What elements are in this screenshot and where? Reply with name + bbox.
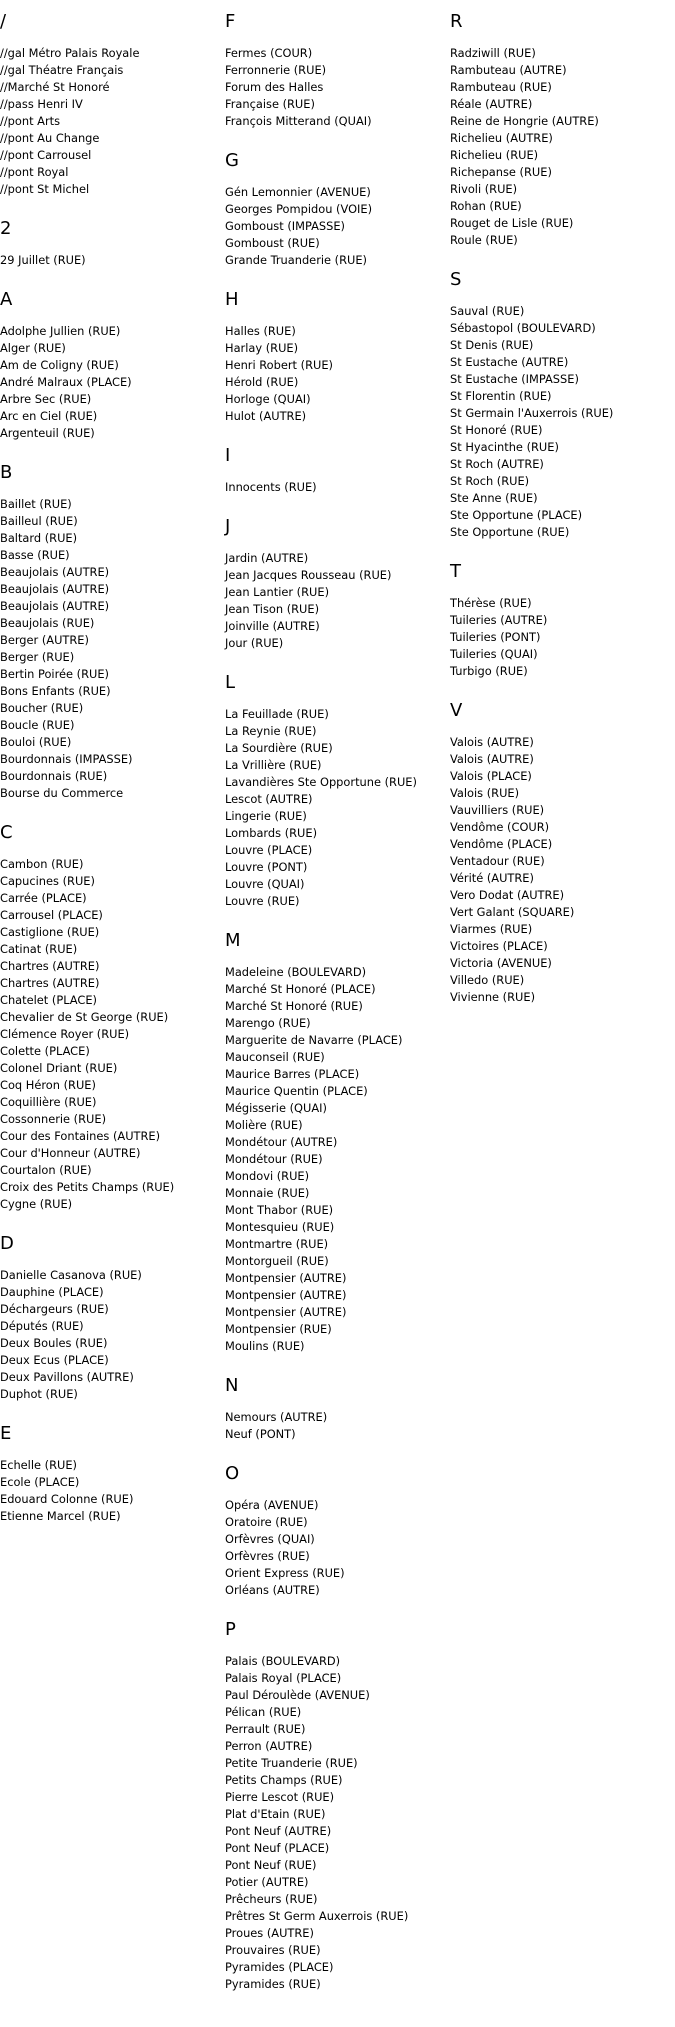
street-link[interactable]: Halles (RUE): [225, 324, 296, 338]
street-link[interactable]: Montmartre (RUE): [225, 1237, 329, 1251]
street-link[interactable]: Croix des Petits Champs (RUE): [0, 1180, 175, 1194]
street-link[interactable]: Carrée (PLACE): [0, 891, 87, 905]
street-link[interactable]: Valois (PLACE): [450, 769, 532, 783]
street-list: [225, 706, 450, 910]
street-link[interactable]: Rouget de Lisle (RUE): [450, 216, 574, 230]
street-link[interactable]: Prêcheurs (RUE): [225, 1892, 318, 1906]
street-link[interactable]: Valois (AUTRE): [450, 735, 534, 749]
street-link[interactable]: Arc en Ciel (RUE): [0, 409, 98, 423]
street-link[interactable]: Neuf (PONT): [225, 1427, 296, 1441]
street-link[interactable]: Déchargeurs (RUE): [0, 1302, 109, 1316]
street-link[interactable]: Jean Lantier (RUE): [225, 585, 330, 599]
letter-section: [225, 516, 450, 652]
street-link[interactable]: Berger (RUE): [0, 650, 75, 664]
street-link[interactable]: Jean Jacques Rousseau (RUE): [225, 568, 392, 582]
section-letter-heading: D: [0, 1233, 14, 1254]
street-link[interactable]: Lescot (AUTRE): [225, 792, 313, 806]
street-link[interactable]: Vérité (AUTRE): [450, 871, 534, 885]
street-link[interactable]: Tuileries (AUTRE): [450, 613, 548, 627]
letter-section: [225, 445, 450, 496]
section-letter-heading: A: [0, 289, 13, 310]
letter-section: [0, 289, 225, 442]
street-link[interactable]: Arbre Sec (RUE): [0, 392, 92, 406]
section-letter-heading: M: [225, 930, 241, 951]
street-link[interactable]: François Mitterand (QUAI): [225, 114, 372, 128]
street-list: [450, 45, 675, 249]
street-link[interactable]: Jardin (AUTRE): [225, 551, 309, 565]
street-link[interactable]: Petits Champs (RUE): [225, 1773, 343, 1787]
street-link[interactable]: Oratoire (RUE): [225, 1515, 308, 1529]
street-link[interactable]: Boucle (RUE): [0, 718, 75, 732]
street-link[interactable]: Richelieu (AUTRE): [450, 131, 553, 145]
street-link[interactable]: Jean Tison (RUE): [225, 602, 320, 616]
street-link[interactable]: Bouloi (RUE): [0, 735, 72, 749]
section-letter-heading: L: [225, 672, 236, 693]
street-list: [225, 964, 450, 1355]
street-link[interactable]: La Feuillade (RUE): [225, 707, 329, 721]
street-link[interactable]: Ventadour (RUE): [450, 854, 545, 868]
street-link[interactable]: Valois (AUTRE): [450, 752, 534, 766]
street-link[interactable]: Pyramides (PLACE): [225, 1960, 334, 1974]
street-list: [0, 1267, 225, 1403]
street-link[interactable]: Ste Opportune (RUE): [450, 525, 570, 539]
letter-section: [225, 1375, 450, 1443]
street-link[interactable]: Harlay (RUE): [225, 341, 299, 355]
street-link[interactable]: La Reynie (RUE): [225, 724, 317, 738]
street-link[interactable]: St Eustache (IMPASSE): [450, 372, 579, 386]
street-link[interactable]: Sébastopol (BOULEVARD): [450, 321, 596, 335]
street-link[interactable]: Montpensier (AUTRE): [225, 1271, 347, 1285]
street-link[interactable]: Potier (AUTRE): [225, 1875, 309, 1889]
street-link[interactable]: Bailleul (RUE): [0, 514, 78, 528]
street-link[interactable]: Jour (RUE): [225, 636, 284, 650]
street-link[interactable]: Alger (RUE): [0, 341, 66, 355]
street-link[interactable]: Viarmes (RUE): [450, 922, 533, 936]
section-letter-heading: J: [225, 516, 231, 537]
street-link[interactable]: St Florentin (RUE): [450, 389, 552, 403]
street-link[interactable]: Adolphe Jullien (RUE): [0, 324, 121, 338]
letter-section: [0, 1423, 225, 1525]
street-link[interactable]: Louvre (PONT): [225, 860, 308, 874]
letter-section: [225, 1463, 450, 1599]
street-link[interactable]: Colonel Driant (RUE): [0, 1061, 118, 1075]
street-link[interactable]: //gal Métro Palais Royale: [0, 46, 140, 60]
letter-section: [450, 269, 675, 541]
street-link[interactable]: Montorgueil (RUE): [225, 1254, 329, 1268]
street-link[interactable]: Chatelet (PLACE): [0, 993, 97, 1007]
street-link[interactable]: Pont Neuf (RUE): [225, 1858, 317, 1872]
street-link[interactable]: Prêtres St Germ Auxerrois (RUE): [225, 1909, 409, 1923]
street-list: [225, 479, 450, 496]
street-link[interactable]: Bourse du Commerce: [0, 786, 124, 800]
street-link[interactable]: Gomboust (IMPASSE): [225, 219, 345, 233]
street-link[interactable]: Maurice Barres (PLACE): [225, 1067, 360, 1081]
index-column: [0, 0, 225, 1545]
street-link[interactable]: Roule (RUE): [450, 233, 518, 247]
street-link[interactable]: Mont Thabor (RUE): [225, 1203, 334, 1217]
street-link[interactable]: Chevalier de St George (RUE): [0, 1010, 169, 1024]
street-link[interactable]: Bertin Poirée (RUE): [0, 667, 109, 681]
street-link[interactable]: Beaujolais (RUE): [0, 616, 95, 630]
street-link[interactable]: Gomboust (RUE): [225, 236, 320, 250]
letter-section: [450, 561, 675, 680]
street-link[interactable]: St Roch (RUE): [450, 474, 530, 488]
street-list: [225, 1409, 450, 1443]
street-link[interactable]: Hérold (RUE): [225, 375, 299, 389]
street-link[interactable]: //pont St Michel: [0, 182, 90, 196]
street-link[interactable]: Rohan (RUE): [450, 199, 522, 213]
street-link[interactable]: Orfèvres (QUAI): [225, 1532, 315, 1546]
section-letter-heading: F: [225, 11, 236, 32]
street-link[interactable]: Opéra (AVENUE): [225, 1498, 319, 1512]
street-link[interactable]: Louvre (RUE): [225, 894, 300, 908]
street-link[interactable]: Argenteuil (RUE): [0, 426, 95, 440]
street-list: [225, 323, 450, 425]
street-link[interactable]: Catinat (RUE): [0, 942, 78, 956]
street-link[interactable]: Mondovi (RUE): [225, 1169, 310, 1183]
street-link[interactable]: Valois (RUE): [450, 786, 520, 800]
street-link[interactable]: Cygne (RUE): [0, 1197, 73, 1211]
street-link[interactable]: Clémence Royer (RUE): [0, 1027, 130, 1041]
street-link[interactable]: Beaujolais (AUTRE): [0, 565, 110, 579]
street-link[interactable]: Innocents (RUE): [225, 480, 317, 494]
street-link[interactable]: Berger (AUTRE): [0, 633, 89, 647]
section-letter-heading: I: [225, 445, 231, 466]
street-link[interactable]: Carrousel (PLACE): [0, 908, 103, 922]
street-link[interactable]: Vivienne (RUE): [450, 990, 536, 1004]
street-list: [0, 856, 225, 1213]
street-link[interactable]: Paul Déroulède (AVENUE): [225, 1688, 370, 1702]
street-link[interactable]: Petite Truanderie (RUE): [225, 1756, 358, 1770]
street-list: [0, 323, 225, 442]
street-link[interactable]: Pont Neuf (AUTRE): [225, 1824, 332, 1838]
street-link[interactable]: Française (RUE): [225, 97, 315, 111]
street-link[interactable]: Echelle (RUE): [0, 1458, 77, 1472]
street-link[interactable]: Bourdonnais (IMPASSE): [0, 752, 133, 766]
street-link[interactable]: Maurice Quentin (PLACE): [225, 1084, 368, 1098]
street-list: [0, 1457, 225, 1525]
section-letter-heading: E: [0, 1423, 12, 1444]
street-link[interactable]: Prouvaires (RUE): [225, 1943, 321, 1957]
street-link[interactable]: Georges Pompidou (VOIE): [225, 202, 373, 216]
street-link[interactable]: Basse (RUE): [0, 548, 70, 562]
street-link[interactable]: Vendôme (COUR): [450, 820, 550, 834]
section-letter-heading: T: [450, 561, 461, 582]
street-link[interactable]: Duphot (RUE): [0, 1387, 78, 1401]
street-link[interactable]: Thérèse (RUE): [450, 596, 532, 610]
street-link[interactable]: Mégisserie (QUAI): [225, 1101, 327, 1115]
street-link[interactable]: Fermes (COUR): [225, 46, 313, 60]
street-link[interactable]: Pont Neuf (PLACE): [225, 1841, 330, 1855]
street-link[interactable]: Pélican (RUE): [225, 1705, 302, 1719]
street-link[interactable]: Baltard (RUE): [0, 531, 78, 545]
letter-section: [225, 11, 450, 130]
street-link[interactable]: Radziwill (RUE): [450, 46, 536, 60]
letter-section: [225, 289, 450, 425]
street-link[interactable]: Moulins (RUE): [225, 1339, 305, 1353]
street-link[interactable]: Montpensier (AUTRE): [225, 1288, 347, 1302]
street-link[interactable]: //gal Théatre Français: [0, 63, 124, 77]
section-letter-heading: G: [225, 150, 239, 171]
street-link[interactable]: Gén Lemonnier (AVENUE): [225, 185, 371, 199]
street-link[interactable]: Cour d'Honneur (AUTRE): [0, 1146, 141, 1160]
street-link[interactable]: //pont Royal: [0, 165, 69, 179]
section-letter-heading: S: [450, 269, 462, 290]
street-link[interactable]: Boucher (RUE): [0, 701, 84, 715]
street-link[interactable]: Capucines (RUE): [0, 874, 95, 888]
street-link[interactable]: Vauvilliers (RUE): [450, 803, 545, 817]
street-link[interactable]: Rambuteau (AUTRE): [450, 63, 567, 77]
street-link[interactable]: Baillet (RUE): [0, 497, 72, 511]
street-link[interactable]: Deux Pavillons (AUTRE): [0, 1370, 134, 1384]
street-link[interactable]: Molière (RUE): [225, 1118, 303, 1132]
street-list: [225, 1653, 450, 1993]
street-link[interactable]: Louvre (QUAI): [225, 877, 305, 891]
section-letter-heading: O: [225, 1463, 240, 1484]
letter-section: [0, 1233, 225, 1403]
street-link[interactable]: La Sourdière (RUE): [225, 741, 333, 755]
street-link[interactable]: Pyramides (RUE): [225, 1977, 321, 1991]
street-link[interactable]: Deux Ecus (PLACE): [0, 1353, 109, 1367]
street-link[interactable]: Hulot (AUTRE): [225, 409, 307, 423]
street-link[interactable]: St Hyacinthe (RUE): [450, 440, 559, 454]
street-link[interactable]: St Germain l'Auxerrois (RUE): [450, 406, 614, 420]
street-link[interactable]: Tuileries (QUAI): [450, 647, 538, 661]
street-link[interactable]: //pont Arts: [0, 114, 61, 128]
letter-section: [0, 462, 225, 802]
street-link[interactable]: Forum des Halles: [225, 80, 324, 94]
section-letter-heading: 2: [0, 218, 12, 239]
street-link[interactable]: Montpensier (RUE): [225, 1322, 332, 1336]
street-link[interactable]: Etienne Marcel (RUE): [0, 1509, 121, 1523]
street-list: [0, 496, 225, 802]
street-list: [450, 303, 675, 541]
street-link[interactable]: Lombards (RUE): [225, 826, 318, 840]
street-link[interactable]: Ecole (PLACE): [0, 1475, 80, 1489]
street-link[interactable]: Rambuteau (RUE): [450, 80, 552, 94]
street-link[interactable]: Lavandières Ste Opportune (RUE): [225, 775, 417, 789]
street-link[interactable]: Ferronnerie (RUE): [225, 63, 327, 77]
street-link[interactable]: Vert Galant (SQUARE): [450, 905, 575, 919]
street-link[interactable]: Deux Boules (RUE): [0, 1336, 108, 1350]
street-link[interactable]: Cambon (RUE): [0, 857, 84, 871]
section-letter-heading: B: [0, 462, 13, 483]
street-link[interactable]: Perron (AUTRE): [225, 1739, 313, 1753]
street-link[interactable]: Marengo (RUE): [225, 1016, 311, 1030]
section-letter-heading: V: [450, 700, 463, 721]
street-link[interactable]: 29 Juillet (RUE): [0, 253, 86, 267]
street-link[interactable]: Turbigo (RUE): [450, 664, 528, 678]
street-link[interactable]: //pass Henri IV: [0, 97, 83, 111]
index-column: [225, 0, 450, 2013]
street-link[interactable]: Nemours (AUTRE): [225, 1410, 328, 1424]
section-letter-heading: /: [0, 11, 7, 32]
section-letter-heading: N: [225, 1375, 239, 1396]
street-list: [225, 184, 450, 269]
street-link[interactable]: Vero Dodat (AUTRE): [450, 888, 565, 902]
street-link[interactable]: Colette (PLACE): [0, 1044, 90, 1058]
street-link[interactable]: Pierre Lescot (RUE): [225, 1790, 335, 1804]
street-link[interactable]: Mondétour (AUTRE): [225, 1135, 338, 1149]
street-link[interactable]: Joinville (AUTRE): [225, 619, 320, 633]
street-link[interactable]: Palais (BOULEVARD): [225, 1654, 341, 1668]
letter-section: [0, 11, 225, 198]
street-link[interactable]: Bourdonnais (RUE): [0, 769, 108, 783]
street-link[interactable]: Proues (AUTRE): [225, 1926, 314, 1940]
street-link[interactable]: Marguerite de Navarre (PLACE): [225, 1033, 403, 1047]
street-link[interactable]: Montesquieu (RUE): [225, 1220, 335, 1234]
street-link[interactable]: Henri Robert (RUE): [225, 358, 333, 372]
street-list: [225, 1497, 450, 1599]
street-link[interactable]: Mondétour (RUE): [225, 1152, 323, 1166]
street-link[interactable]: Marché St Honoré (PLACE): [225, 982, 376, 996]
street-link[interactable]: Louvre (PLACE): [225, 843, 313, 857]
street-link[interactable]: Coquillière (RUE): [0, 1095, 97, 1109]
street-link[interactable]: Ste Anne (RUE): [450, 491, 538, 505]
street-link[interactable]: Orient Express (RUE): [225, 1566, 345, 1580]
street-link[interactable]: Coq Héron (RUE): [0, 1078, 96, 1092]
street-link[interactable]: Grande Truanderie (RUE): [225, 253, 368, 267]
street-link[interactable]: Monnaie (RUE): [225, 1186, 310, 1200]
section-letter-heading: R: [450, 11, 463, 32]
section-letter-heading: H: [225, 289, 239, 310]
street-link[interactable]: Victoires (PLACE): [450, 939, 548, 953]
street-list: [450, 595, 675, 680]
street-list: [225, 45, 450, 130]
section-letter-heading: C: [0, 822, 13, 843]
street-link[interactable]: Danielle Casanova (RUE): [0, 1268, 142, 1282]
street-link[interactable]: Sauval (RUE): [450, 304, 525, 318]
street-link[interactable]: //Marché St Honoré: [0, 80, 110, 94]
street-link[interactable]: Députés (RUE): [0, 1319, 84, 1333]
street-list: [450, 734, 675, 1006]
index-column: [450, 0, 675, 1026]
letter-section: [0, 218, 225, 269]
street-link[interactable]: Victoria (AVENUE): [450, 956, 552, 970]
street-link[interactable]: Beaujolais (AUTRE): [0, 582, 110, 596]
street-link[interactable]: Réale (AUTRE): [450, 97, 533, 111]
street-link[interactable]: //pont Au Change: [0, 131, 100, 145]
street-link[interactable]: Cossonnerie (RUE): [0, 1112, 107, 1126]
street-link[interactable]: Rivoli (RUE): [450, 182, 518, 196]
letter-section: [225, 930, 450, 1355]
street-link[interactable]: André Malraux (PLACE): [0, 375, 132, 389]
street-link[interactable]: Montpensier (AUTRE): [225, 1305, 347, 1319]
street-link[interactable]: Bons Enfants (RUE): [0, 684, 111, 698]
street-link[interactable]: Villedo (RUE): [450, 973, 525, 987]
street-link[interactable]: Edouard Colonne (RUE): [0, 1492, 134, 1506]
street-list: [0, 45, 225, 198]
letter-section: [225, 1619, 450, 1993]
street-link[interactable]: Chartres (AUTRE): [0, 976, 100, 990]
street-link[interactable]: Lingerie (RUE): [225, 809, 307, 823]
street-link[interactable]: //pont Carrousel: [0, 148, 92, 162]
letter-section: [450, 11, 675, 249]
street-link[interactable]: Orléans (AUTRE): [225, 1583, 320, 1597]
street-link[interactable]: St Roch (AUTRE): [450, 457, 544, 471]
letter-section: [225, 150, 450, 269]
street-link[interactable]: Tuileries (PONT): [450, 630, 541, 644]
letter-section: [0, 822, 225, 1213]
street-link[interactable]: Plat d'Etain (RUE): [225, 1807, 326, 1821]
street-link[interactable]: Beaujolais (AUTRE): [0, 599, 110, 613]
street-link[interactable]: Vendôme (PLACE): [450, 837, 553, 851]
street-link[interactable]: Richepanse (RUE): [450, 165, 552, 179]
street-link[interactable]: St Denis (RUE): [450, 338, 534, 352]
street-link[interactable]: Madeleine (BOULEVARD): [225, 965, 367, 979]
street-link[interactable]: Orfèvres (RUE): [225, 1549, 310, 1563]
street-link[interactable]: Courtalon (RUE): [0, 1163, 92, 1177]
street-link[interactable]: Dauphine (PLACE): [0, 1285, 104, 1299]
street-link[interactable]: Ste Opportune (PLACE): [450, 508, 583, 522]
letter-section: [225, 672, 450, 910]
street-list: [0, 252, 225, 269]
street-link[interactable]: Marché St Honoré (RUE): [225, 999, 363, 1013]
street-link[interactable]: La Vrillière (RUE): [225, 758, 322, 772]
street-link[interactable]: Palais Royal (PLACE): [225, 1671, 342, 1685]
section-letter-heading: P: [225, 1619, 236, 1640]
street-link[interactable]: Reine de Hongrie (AUTRE): [450, 114, 599, 128]
street-link[interactable]: Chartres (AUTRE): [0, 959, 100, 973]
street-link[interactable]: St Eustache (AUTRE): [450, 355, 569, 369]
street-link[interactable]: Mauconseil (RUE): [225, 1050, 325, 1064]
street-link[interactable]: Horloge (QUAI): [225, 392, 311, 406]
street-link[interactable]: St Honoré (RUE): [450, 423, 543, 437]
street-link[interactable]: Richelieu (RUE): [450, 148, 539, 162]
street-list: [225, 550, 450, 652]
street-link[interactable]: Am de Coligny (RUE): [0, 358, 119, 372]
street-link[interactable]: Castiglione (RUE): [0, 925, 100, 939]
street-link[interactable]: Cour des Fontaines (AUTRE): [0, 1129, 161, 1143]
street-link[interactable]: Perrault (RUE): [225, 1722, 306, 1736]
letter-section: [450, 700, 675, 1006]
